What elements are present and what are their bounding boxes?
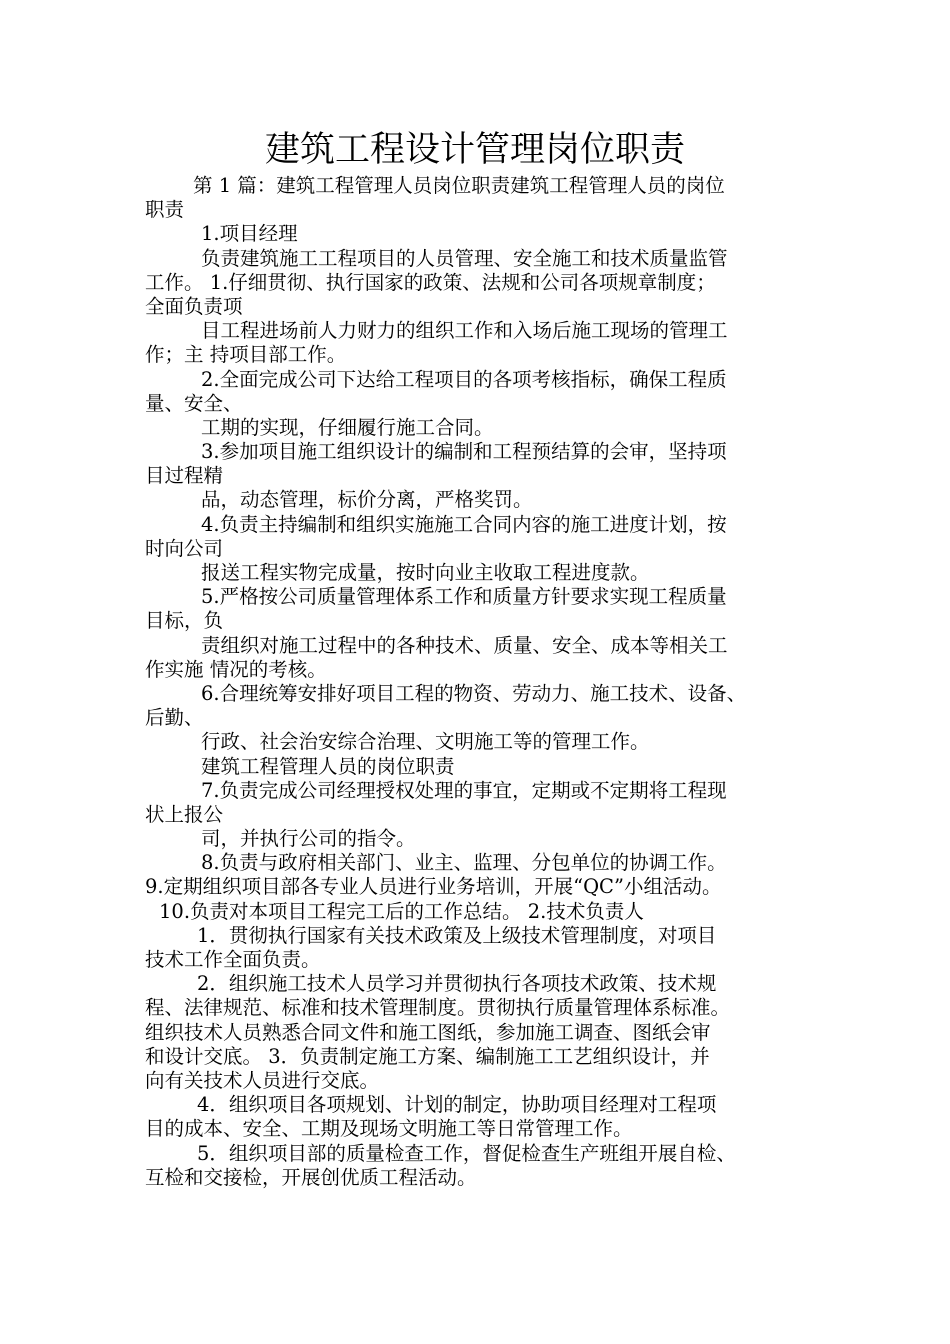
text-line: 作；主 持项目部工作。 [145,343,347,367]
text-line: 司，并执行公司的指令。 [201,827,416,851]
text-line: 量、安全、 [145,391,243,415]
text-line: 7.负责完成公司经理授权处理的事宜，定期或不定期将工程现 [201,778,727,802]
text-line: 品，动态管理，标价分离，严格奖罚。 [201,488,533,512]
text-line: 互检和交接检，开展创优质工程活动。 [145,1165,477,1189]
text-line: 4.负责主持编制和组织实施施工合同内容的施工进度计划，按 [201,512,727,536]
text-line: 建筑工程管理人员的岗位职责 [201,754,455,778]
text-line: 行政、社会治安综合治理、文明施工等的管理工作。 [201,730,650,754]
text-line: 4．组织项目各项规划、计划的制定，协助项目经理对工程项 [197,1093,717,1117]
text-line: 1.项目经理 [201,222,298,246]
text-line: 技术工作全面负责。 [145,948,321,971]
text-line: 职责 [145,198,185,222]
text-line: 工作。 1.仔细贯彻、执行国家的政策、法规和公司各项规章制度； [145,270,716,294]
text-line: 程、法律规范、标准和技术管理制度。贯彻执行质量管理体系标准。 [145,996,731,1020]
text-line: 作实施 情况的考核。 [145,657,327,681]
text-line: 第 1 篇：建筑工程管理人员岗位职责建筑工程管理人员的岗位 [193,174,725,197]
text-line: 组织技术人员熟悉合同文件和施工图纸，参加施工调查、图纸会审 [145,1020,711,1044]
text-line: 5．组织项目部的质量检查工作，督促检查生产班组开展自检、 [197,1141,736,1165]
text-line: 2.全面完成公司下达给工程项目的各项考核指标，确保工程质 [201,367,727,391]
text-line: 9.定期组织项目部各专业人员进行业务培训，开展“QC”小组活动。 [145,875,722,899]
text-line: 目过程精 [145,464,224,488]
text-line: 3.参加项目施工组织设计的编制和工程预结算的会审，坚持项 [201,440,727,464]
text-line: 时向公司 [145,536,224,560]
document-body [145,174,827,1190]
text-line: 状上报公 [145,802,224,826]
text-line: 目的成本、安全、工期及现场文明施工等日常管理工作。 [145,1117,633,1141]
text-line: 6.合理统筹安排好项目工程的物资、劳动力、施工技术、设备、 [201,681,747,705]
text-line: 5.严格按公司质量管理体系工作和质量方针要求实现工程质量 [201,585,727,609]
text-line: 目工程进场前人力财力的组织工作和入场后施工现场的管理工 [201,319,728,343]
text-line: 后勤、 [145,706,204,730]
text-line: 负责建筑施工工程项目的人员管理、安全施工和技术质量监管 [201,246,728,270]
text-line: 1．贯彻执行国家有关技术政策及上级技术管理制度，对项目 [197,923,717,947]
text-line: 8.负责与政府相关部门、业主、监理、分包单位的协调工作。 [201,851,727,875]
document-title: 建筑工程设计管理岗位职责 [264,130,685,170]
text-line: 目标，负 [145,609,224,633]
text-line: 责组织对施工过程中的各种技术、质量、安全、成本等相关工 [201,633,728,657]
text-line: 和设计交底。 3．负责制定施工方案、编制施工工艺组织设计，并 [145,1044,710,1068]
text-line: 2．组织施工技术人员学习并贯彻执行各项技术政策、技术规 [197,972,717,996]
text-line: 向有关技术人员进行交底。 [145,1068,380,1092]
text-line: 全面负责项 [145,294,243,318]
text-line: 报送工程实物完成量，按时向业主收取工程进度款。 [201,561,650,584]
text-line: 10.负责对本项目工程完工后的工作总结。 2.技术负责人 [159,899,644,923]
text-line: 工期的实现，仔细履行施工合同。 [201,415,494,439]
